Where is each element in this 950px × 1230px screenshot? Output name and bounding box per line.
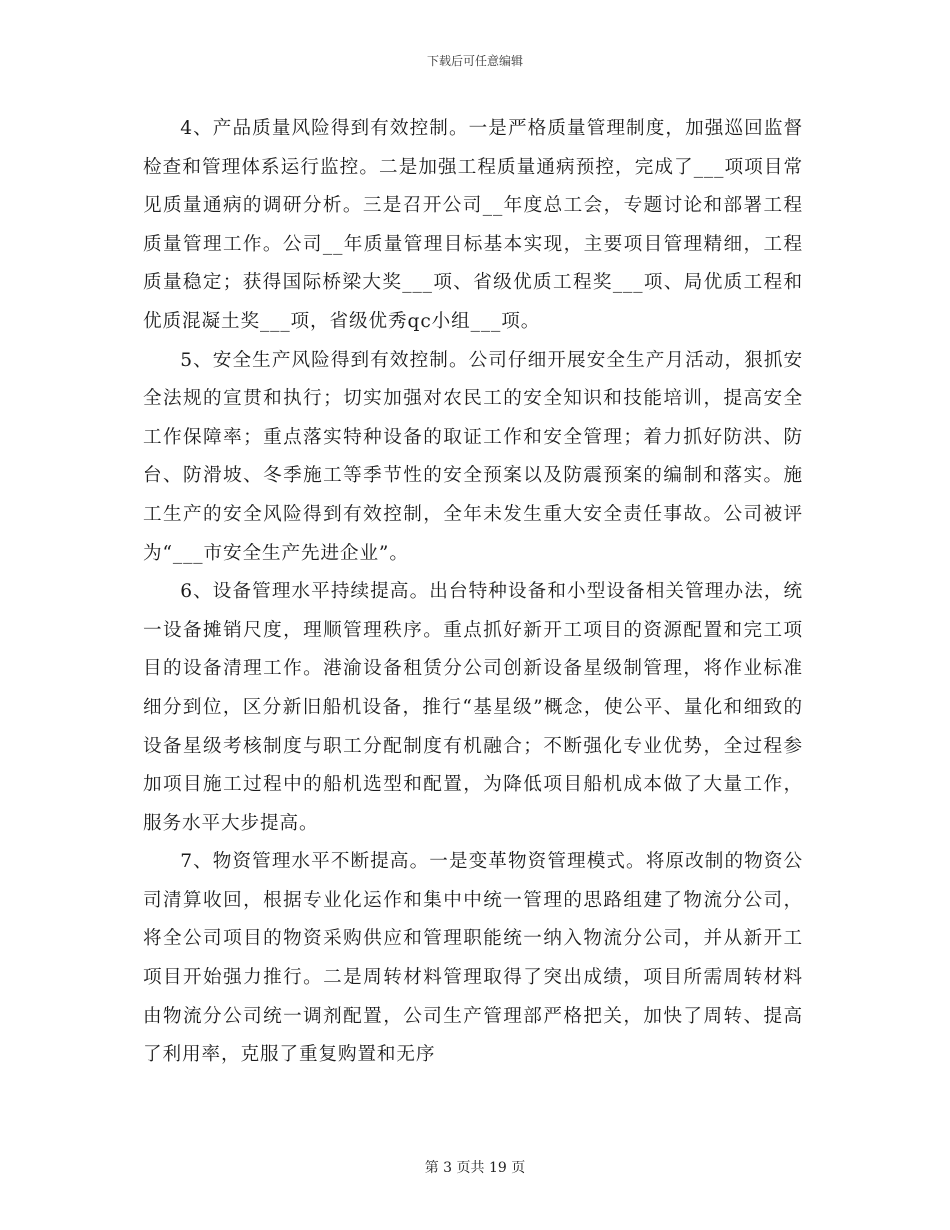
paragraph-item-6: 6、设备管理水平持续提高。出台特种设备和小型设备相关管理办法，统一设备摊销尺度，理顺管理秩序。重点抓好新开工项目的资源配置和完工项目的设备清理工作。港渝设备租赁分公司创新设备星级制管理，将作业标准细分到位，区分新旧船机设备，推行“基星级”概念，使公平、量化和细致的设备星级考核制度与职工分配制度有机融合；不断强化专业优势，全过程参加项目施工过程中的船机选型和配置，为降低项目船机成本做了大量工作，服务水平大步提高。 <box>143 581 803 834</box>
page-header: 下载后可任意编辑 <box>426 54 523 68</box>
document-body <box>143 110 803 1075</box>
paragraph-item-5: 5、安全生产风险得到有效控制。公司仔细开展安全生产月活动，狠抓安全法规的宣贯和执行；切实加强对农民工的安全知识和技能培训，提高安全工作保障率；重点落实特种设备的取证工作和安全管理；着力抓好防洪、防台、防滑坡、冬季施工等季节性的安全预案以及防震预案的编制和落实。施工生产的安全风险得到有效控制，全年未发生重大安全责任事故。公司被评为“___市安全生产先进企业”。 <box>143 349 803 564</box>
page-number: 第 3 页共 19 页 <box>424 1160 526 1176</box>
paragraph-item-4: 4、产品质量风险得到有效控制。一是严格质量管理制度，加强巡回监督检查和管理体系运行监控。二是加强工程质量通病预控，完成了___项项目常见质量通病的调研分析。三是召开公司__年度总工会，专题讨论和部署工程质量管理工作。公司__年质量管理目标基本实现，主要项目管理精细，工程质量稳定；获得国际桥梁大奖___项、省级优质工程奖___项、局优质工程和优质混凝土奖___项，省级优秀qc小组___项。 <box>143 118 803 332</box>
paragraph-item-7: 7、物资管理水平不断提高。一是变革物资管理模式。将原改制的物资公司清算收回，根据专业化运作和集中中统一管理的思路组建了物流分公司，将全公司项目的物资采购供应和管理职能统一纳入物流分公司，并从新开工项目开始强力推行。二是周转材料管理取得了突出成绩，项目所需周转材料由物流分公司统一调剂配置，公司生产管理部严格把关，加快了周转、提高了利用率，克服了重复购置和无序 <box>143 851 803 1066</box>
